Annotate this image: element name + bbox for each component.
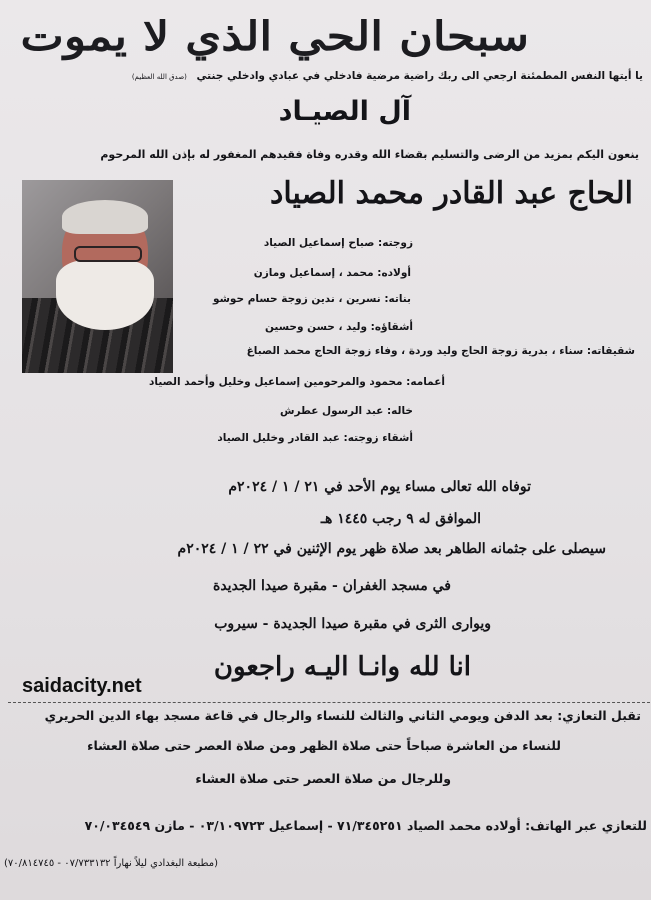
quran-verse	[132, 70, 643, 82]
verse-source: (صدق الله العظيم)	[131, 73, 187, 81]
relative-maternal-uncle: خاله: عبد الرسول عطرش	[279, 405, 413, 417]
death-date-line: توفاه الله تعالى مساء يوم الأحد في ٢١ / ١ / ٢٠٢٤م	[228, 479, 531, 495]
mourning-line: ينعون اليكم بمزيد من الرضى والتسليم بقضاء الله وقدره وفاة فقيدهم المغفور له بإذن الله المرحوم	[100, 148, 639, 161]
inna-lillah-phrase: انا لله وانـا اليـه راجعون	[213, 652, 471, 682]
deceased-photo	[22, 180, 173, 373]
condolence-women-hours: للنساء من العاشرة صباحاً حتى صلاة الظهر ومن صلاة العصر حتى صلاة العشاء	[87, 738, 561, 753]
site-watermark: saidacity.net	[22, 675, 142, 697]
divider-line	[8, 702, 650, 703]
printer-credit: (مطبعة البغدادي ليلاً نهاراً ٠٧/٧٣٣١٣٢ - ٧٠/٨١٤٧٤٥)	[4, 858, 218, 869]
condolence-line: تقبل التعازي: بعد الدفن ويومي الثاني والثالث للنساء والرجال في قاعة مسجد بهاء الدين الحريري	[44, 708, 641, 723]
verse-text: يا أيتها النفس المطمئنة ارجعي الى ربك راضية مرضية فادخلي في عبادي وادخلي جنتي	[196, 70, 643, 82]
family-name: آل الصيـاد	[278, 96, 411, 127]
hijri-date-line: الموافق له ٩ رجب ١٤٤٥ هـ	[320, 511, 481, 527]
mosque-line: في مسجد الغفران - مقبرة صيدا الجديدة	[212, 578, 451, 594]
burial-line: ويوارى الثرى في مقبرة صيدا الجديدة - سيروب	[214, 616, 491, 632]
relative-uncles: أعمامه: محمود والمرحومين إسماعيل وخليل وأحمد الصياد	[149, 376, 445, 388]
funeral-prayer-line: سيصلى على جثمانه الطاهر بعد صلاة ظهر يوم الإثنين في ٢٢ / ١ / ٢٠٢٤م	[177, 541, 606, 557]
phone-condolence-line: للتعازي عبر الهاتف: أولاده محمد الصياد ٧١/٣٤٥٢٥١ - إسماعيل ٠٣/١٠٩٧٢٣ - مازن ٧٠/٠٣٤٥٤٩	[84, 818, 647, 833]
relative-sons: أولاده: محمد ، إسماعيل ومازن	[253, 267, 411, 279]
condolence-men-hours: وللرجال من صلاة العصر حتى صلاة العشاء	[195, 771, 451, 786]
relative-wife: زوجته: صباح إسماعيل الصياد	[263, 237, 413, 249]
calligraphy-heading: سبحان الحي الذي لا يموت	[20, 13, 530, 60]
relative-brothers: أشقاؤه: وليد ، حسن وحسين	[264, 321, 413, 333]
relative-wife-siblings: أشقاء زوجته: عبد القادر وخليل الصياد	[217, 432, 413, 444]
relative-sisters: شقيقاته: سناء ، بدرية زوجة الحاج وليد وردة ، وفاء زوجة الحاج محمد الصباغ	[246, 345, 635, 357]
deceased-name: الحاج عبد القادر محمد الصياد	[269, 176, 633, 211]
relative-daughters: بناته: نسرين ، ندين زوجة حسام حوشو	[212, 293, 411, 305]
